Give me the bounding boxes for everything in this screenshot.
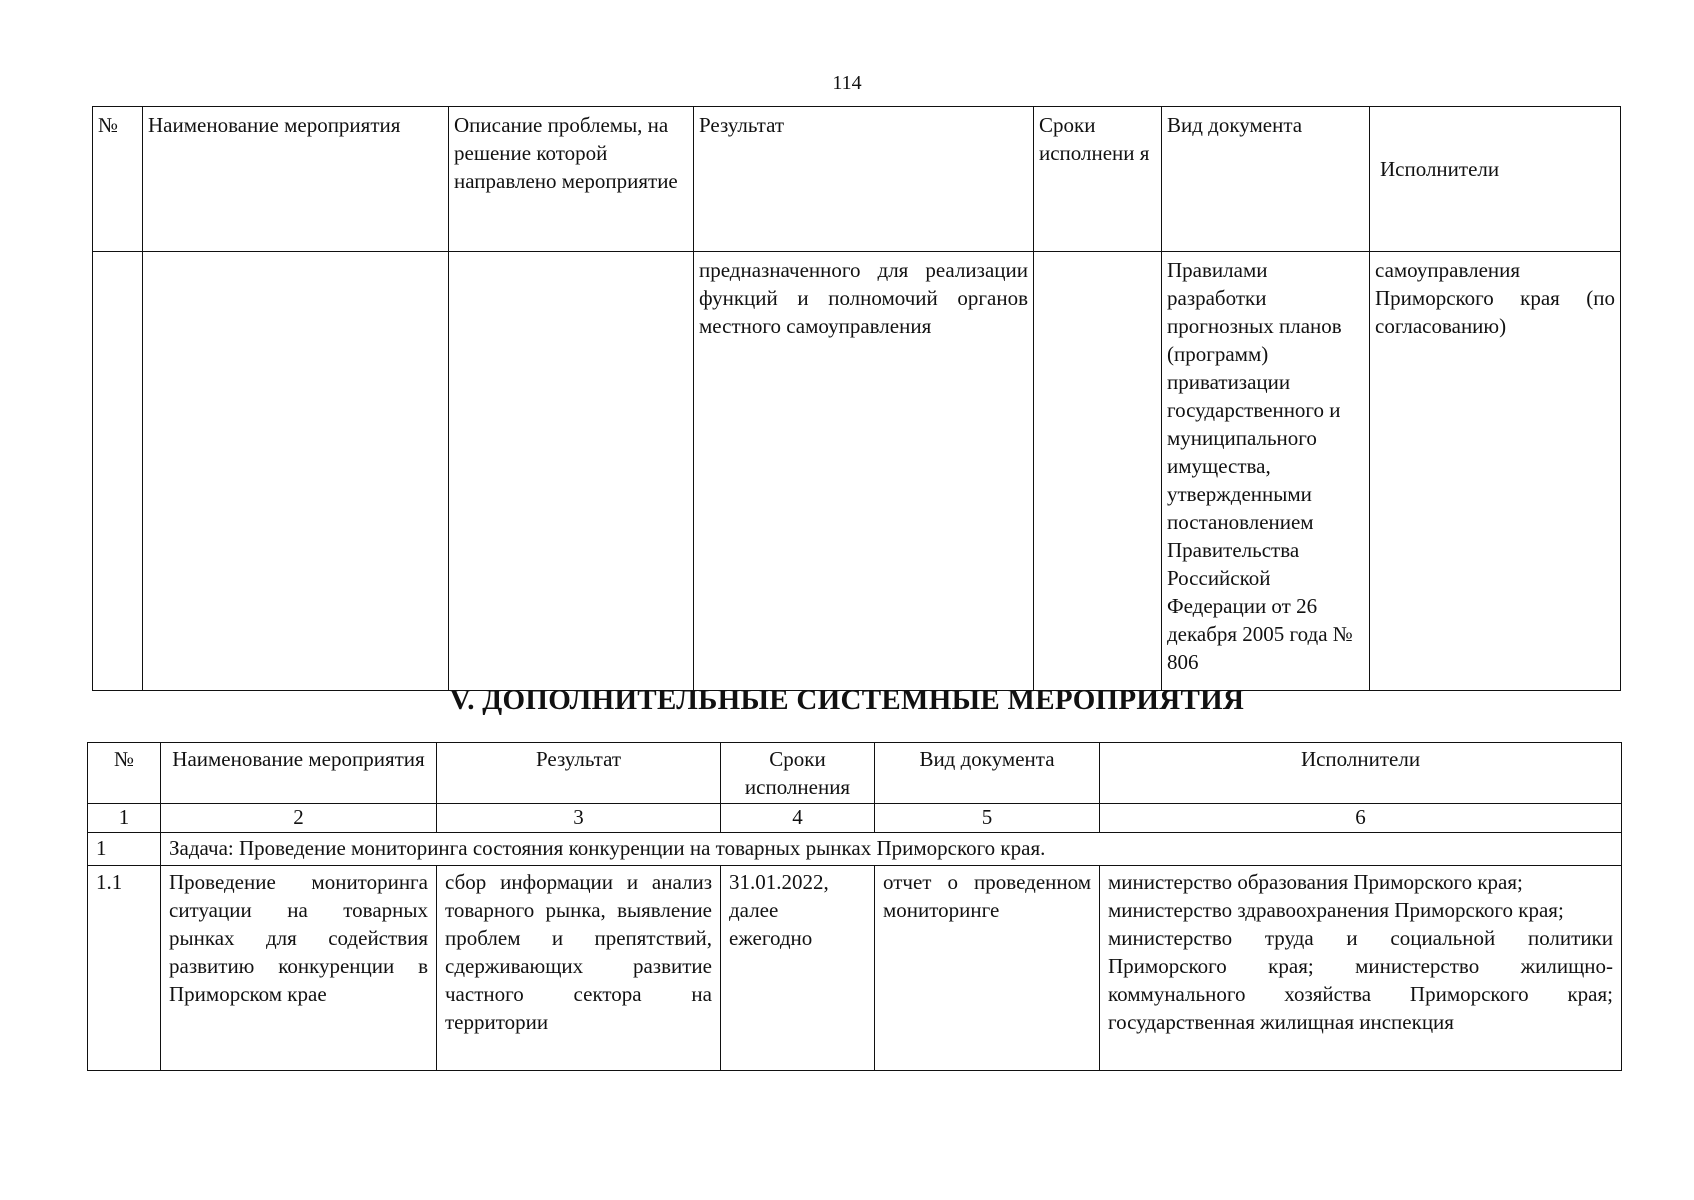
cell-doc-type: Правилами разработки прогнозных планов (программ) приватизации государственного и муниципального имущества, утвержденными постановлением Правительства Российской Федерации от 26 декабря 2005 года № 806 <box>1162 252 1370 691</box>
cell-name: Проведение мониторинга ситуации на товарных рынках для содействия развитию конкуренции в Приморском крае <box>161 866 437 1071</box>
header-executors-label: Исполнители <box>1380 157 1500 181</box>
executor-line: министерство здравоохранения Приморского края; <box>1108 898 1564 922</box>
header-deadline: Сроки исполнения <box>721 743 875 804</box>
column-number: 1 <box>88 804 161 833</box>
task-num: 1 <box>88 833 161 866</box>
column-number: 6 <box>1100 804 1622 833</box>
header-result: Результат <box>694 107 1034 252</box>
cell-name <box>143 252 449 691</box>
header-name: Наименование мероприятия <box>161 743 437 804</box>
cell-doc-type: отчет о проведенном мониторинге <box>875 866 1100 1071</box>
executor-line: министерство труда и социальной политики Приморского края; министерство жилищно-коммунального хозяйства Приморского края; государственная жилищная инспекция <box>1108 926 1613 1034</box>
table-row <box>93 252 1621 691</box>
cell-num: 1.1 <box>88 866 161 1071</box>
cell-num <box>93 252 143 691</box>
header-deadline: Сроки исполнени я <box>1034 107 1162 252</box>
column-number: 3 <box>437 804 721 833</box>
header-executors: Исполнители <box>1100 743 1622 804</box>
column-number: 5 <box>875 804 1100 833</box>
cell-problem <box>449 252 694 691</box>
executor-line: министерство образования Приморского края; <box>1108 870 1523 894</box>
header-doc-type: Вид документа <box>1162 107 1370 252</box>
cell-result: сбор информации и анализ товарного рынка, выявление проблем и препятствий, сдерживающих развитие частного сектора на территории <box>437 866 721 1071</box>
task-row <box>88 833 1622 866</box>
cell-executors: самоуправления Приморского края (по согласованию) <box>1370 252 1621 691</box>
column-number-row <box>88 804 1622 833</box>
additional-measures-table <box>87 742 1622 1071</box>
measures-table-continued <box>92 106 1621 691</box>
page-number: 114 <box>832 72 862 94</box>
table-row <box>88 866 1622 1071</box>
table-header-row <box>88 743 1622 804</box>
header-num: № <box>93 107 143 252</box>
cell-result: предназначенного для реализации функций и полномочий органов местного самоуправления <box>694 252 1034 691</box>
header-num: № <box>88 743 161 804</box>
header-name: Наименование мероприятия <box>143 107 449 252</box>
column-number: 2 <box>161 804 437 833</box>
header-doc-type: Вид документа <box>875 743 1100 804</box>
cell-executors <box>1100 866 1622 1071</box>
table-header-row <box>93 107 1621 252</box>
column-number: 4 <box>721 804 875 833</box>
header-result: Результат <box>437 743 721 804</box>
cell-deadline <box>1034 252 1162 691</box>
section-title: V. ДОПОЛНИТЕЛЬНЫЕ СИСТЕМНЫЕ МЕРОПРИЯТИЯ <box>449 684 1245 716</box>
header-problem: Описание проблемы, на решение которой направлено мероприятие <box>449 107 694 252</box>
task-text: Задача: Проведение мониторинга состояния конкуренции на товарных рынках Приморского края. <box>161 833 1622 866</box>
cell-deadline: 31.01.2022, далее ежегодно <box>721 866 875 1071</box>
header-executors <box>1370 107 1621 252</box>
